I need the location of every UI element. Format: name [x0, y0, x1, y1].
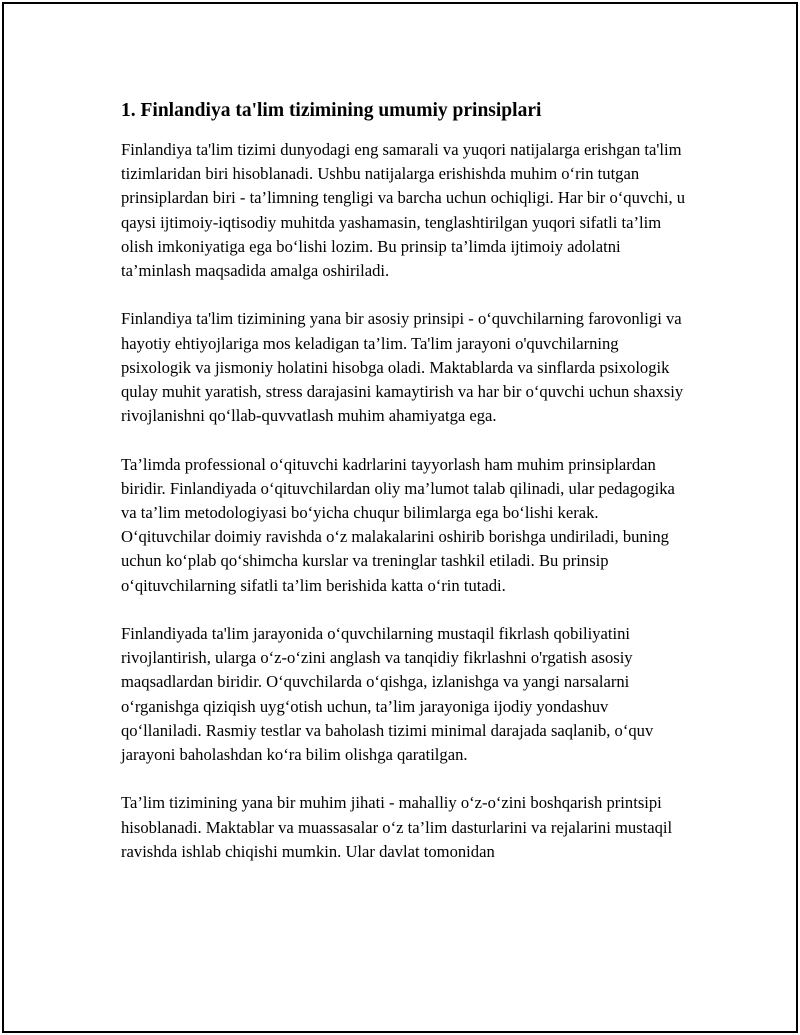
- paragraph-independent-thinking: Finlandiyada ta'lim jarayonida o‘quvchilarning mustaqil fikrlash qobiliyatini rivojlantirish, ularga o‘z-o‘zini anglash va tanqidiy fikrlashni o'rgatish asosiy maqsadlardan biridir. O‘quvchilarda o‘qishga, izlanishga va yangi narsalarni o‘rganishga qiziqish uyg‘otish uchun, ta’lim jarayoniga ijodiy yondashuv qo‘llaniladi. Rasmiy testlar va baholash tizimi minimal darajada saqlanib, o‘quv jarayoni baholashdan ko‘ra bilim olishga qaratilgan.: [121, 624, 654, 765]
- document-page: [2, 2, 798, 1033]
- paragraph-self-governance: Ta’lim tizimining yana bir muhim jihati - mahalliy o‘z-o‘zini boshqarish printsipi hisoblanadi. Maktablar va muassasalar o‘z ta’lim dasturlarini va rejalarini mustaqil ravishda ishlab chiqishi mumkin. Ular davlat tomonidan: [121, 793, 673, 861]
- paragraph-teachers: Ta’limda professional o‘qituvchi kadrlarini tayyorlash ham muhim prinsiplardan biridir. Finlandiyada o‘qituvchilardan oliy ma’lumot talab qilinadi, ular pedagogika va ta’lim metodologiyasi bo‘yicha chuqur bilimlarga ega bo‘lishi kerak. O‘qituvchilar doimiy ravishda o‘z malakalarini oshirib borishga undiriladi, buning uchun ko‘plab qo‘shimcha kurslar va treninglar tashkil etiladi. Bu prinsip o‘qituvchilarning sifatli ta’lim berishida katta o‘rin tutadi.: [121, 454, 675, 595]
- paragraph-equality: Finlandiya ta'lim tizimi dunyodagi eng samarali va yuqori natijalarga erishgan ta'lim tizimlaridan biri hisoblanadi. Ushbu natijalarga erishishda muhim o‘rin tutgan prinsiplardan biri - ta’limning tengligi va barcha uchun ochiqligi. Har bir o‘quvchi, u qaysi ijtimoiy-iqtisodiy muhitda yashamasin, tenglashtirilgan yuqori sifatli ta’lim olish imkoniyatiga ega bo‘lishi lozim. Bu prinsip ta’limda ijtimoiy adolatni ta’minlash maqsadida amalga oshiriladi.: [121, 140, 686, 281]
- section-heading: 1. Finlandiya ta'lim tizimining umumiy prinsiplari: [121, 100, 542, 121]
- document-body: [121, 96, 691, 864]
- paragraph-wellbeing: Finlandiya ta'lim tizimining yana bir asosiy prinsipi - o‘quvchilarning farovonligi va hayotiy ehtiyojlariga mos keladigan ta’lim. Ta'lim jarayoni o'quvchilarning psixologik va jismoniy holatini hisobga oladi. Maktablarda va sinflarda psixologik qulay muhit yaratish, stress darajasini kamaytirish va har bir o‘quvchi uchun shaxsiy rivojlanishni qo‘llab-quvvatlash muhim ahamiyatga ega.: [121, 309, 684, 426]
